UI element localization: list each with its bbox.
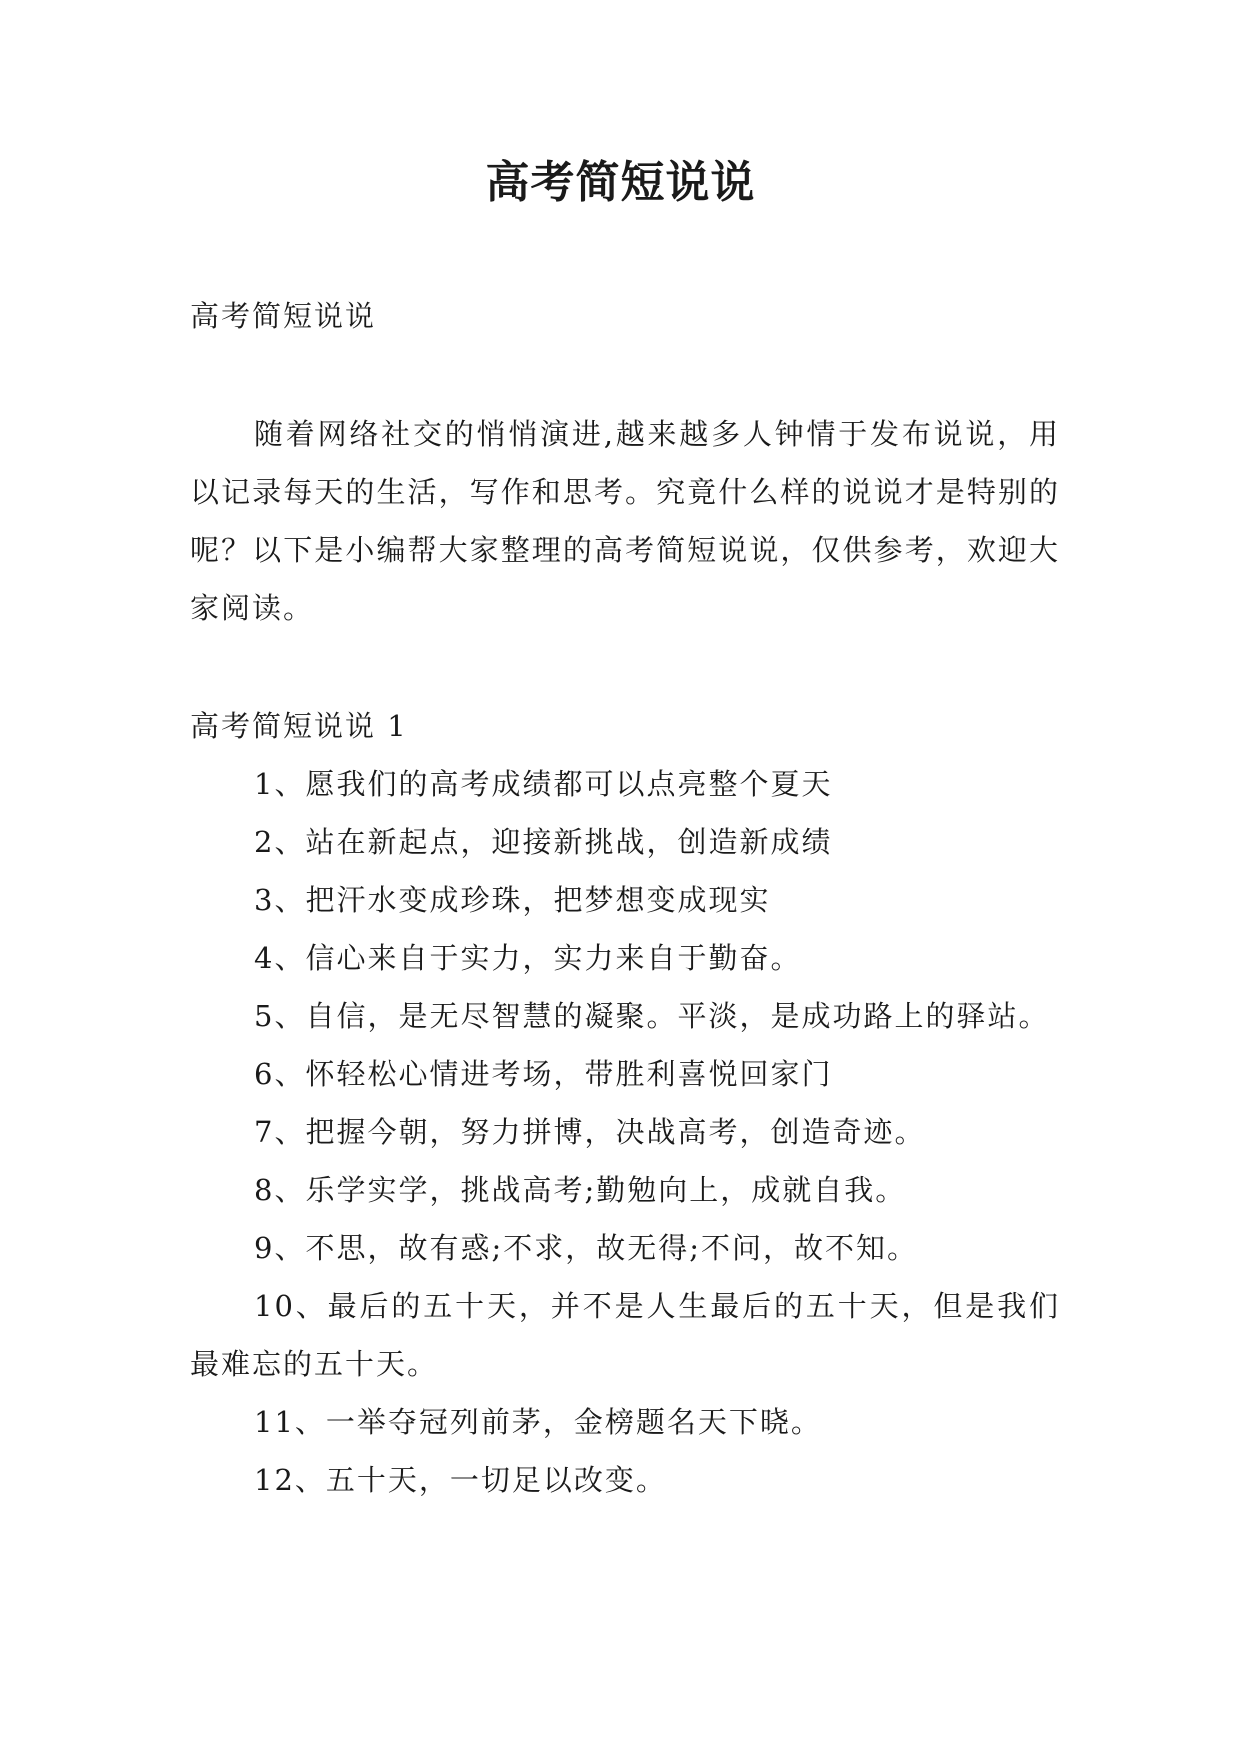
intro-paragraph: 随着网络社交的悄悄演进,越来越多人钟情于发布说说，用以记录每天的生活，写作和思考。究竟什么样的说说才是特别的呢？以下是小编帮大家整理的高考简短说说，仅供参考，欢迎大家阅读。 (190, 417, 1060, 625)
document-title: 高考简短说说 (485, 157, 756, 208)
list-item: 8、乐学实学，挑战高考;勤勉向上，成就自我。 (254, 1173, 907, 1207)
saying-list (190, 755, 1060, 1509)
section-title: 高考简短说说 1 (190, 709, 408, 743)
list-item: 11、一举夺冠列前茅，金榜题名天下晓。 (254, 1405, 822, 1439)
list-item: 10、最后的五十天，并不是人生最后的五十天，但是我们最难忘的五十天。 (190, 1289, 1060, 1381)
list-item: 1、愿我们的高考成绩都可以点亮整个夏天 (254, 767, 833, 801)
list-item: 7、把握今朝，努力拼博，决战高考，创造奇迹。 (254, 1115, 926, 1149)
list-item: 3、把汗水变成珍珠，把梦想变成现实 (254, 883, 771, 917)
list-item: 5、自信，是无尽智慧的凝聚。平淡，是成功路上的驿站。 (254, 999, 1050, 1033)
list-item: 6、怀轻松心情进考场，带胜利喜悦回家门 (254, 1057, 833, 1091)
list-item: 9、不思，故有惑;不求，故无得;不问，故不知。 (254, 1231, 918, 1265)
list-item: 4、信心来自于实力，实力来自于勤奋。 (254, 941, 802, 975)
list-item: 2、站在新起点，迎接新挑战，创造新成绩 (254, 825, 833, 859)
list-item: 12、五十天，一切足以改变。 (254, 1463, 667, 1497)
document-subtitle: 高考简短说说 (190, 299, 377, 333)
